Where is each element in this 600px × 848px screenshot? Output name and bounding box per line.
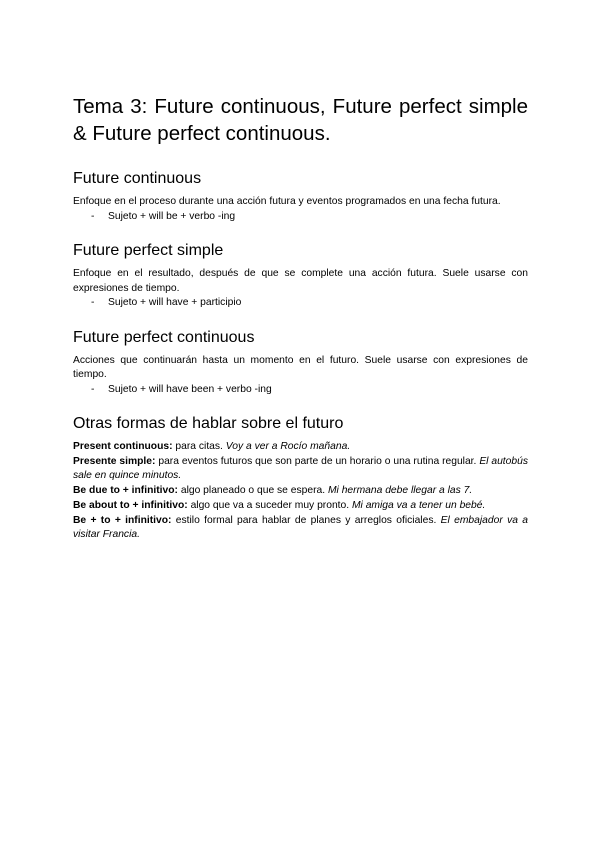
document-page [73,93,528,560]
other-form-desc: para eventos futuros que son parte de un horario o una rutina regular. [155,455,480,467]
formula-item [73,210,528,225]
section-future-continuous [73,169,528,224]
other-form-item [73,514,528,543]
other-form-desc: algo que va a suceder muy pronto. [187,499,352,511]
other-form-example: El embajador va a visitar Francia. [73,514,528,541]
other-form-example: Voy a ver a Rocío mañana. [225,441,351,452]
section-description: Enfoque en el proceso durante una acción futura y eventos programados en una fecha futura. [73,196,501,207]
section-heading: Future perfect continuous [73,328,255,346]
other-form-term: Presente simple: [73,455,156,467]
formula-item [73,383,528,398]
other-form-item [73,455,528,484]
other-form-desc: algo planeado o que se espera. [177,485,328,497]
other-form-term: Be due to + infinitivo: [73,485,178,497]
formula-text: Sujeto + will have + participio [108,297,242,308]
other-form-term: Be about to + infinitivo: [73,499,188,511]
other-form-desc: para citas. [172,441,226,452]
other-form-term: Be + to + infinitivo: [73,514,172,526]
section-other-forms [73,414,528,543]
formula-list [73,383,528,398]
section-heading: Future continuous [73,170,202,187]
dash-bullet: - [91,383,95,395]
formula-list [73,210,528,225]
section-future-perfect-simple [73,241,528,311]
other-form-example: Mi amiga va a tener un bebé. [351,499,486,511]
other-form-example: Mi hermana debe llegar a las 7. [327,485,473,497]
other-form-term: Present continuous: [73,441,173,452]
section-heading: Future perfect simple [73,242,224,259]
section-heading: Otras formas de hablar sobre el futuro [73,415,344,432]
other-form-example: El autobús sale en quince minutos. [73,455,529,482]
dash-bullet: - [91,297,95,308]
section-description: Enfoque en el resultado, después de que se complete una acción futura. Suele usarse con expresiones de tiempo. [73,268,528,294]
formula-item [73,296,528,311]
formula-text: Sujeto + will be + verbo -ing [108,210,236,222]
section-description: Acciones que continuarán hasta un momento en el futuro. Suele usarse con expresiones de tiempo. [73,354,528,380]
page-title: Tema 3: Future continuous, Future perfect simple & Future perfect continuous. [73,95,528,145]
section-future-perfect-continuous [73,328,528,398]
other-form-desc: estilo formal para hablar de planes y arreglos oficiales. [171,514,441,526]
dash-bullet: - [91,210,95,222]
other-form-item [73,484,528,499]
other-form-item [73,440,528,455]
formula-text: Sujeto + will have been + verbo -ing [108,383,272,395]
other-form-item [73,499,528,514]
formula-list [73,296,528,311]
